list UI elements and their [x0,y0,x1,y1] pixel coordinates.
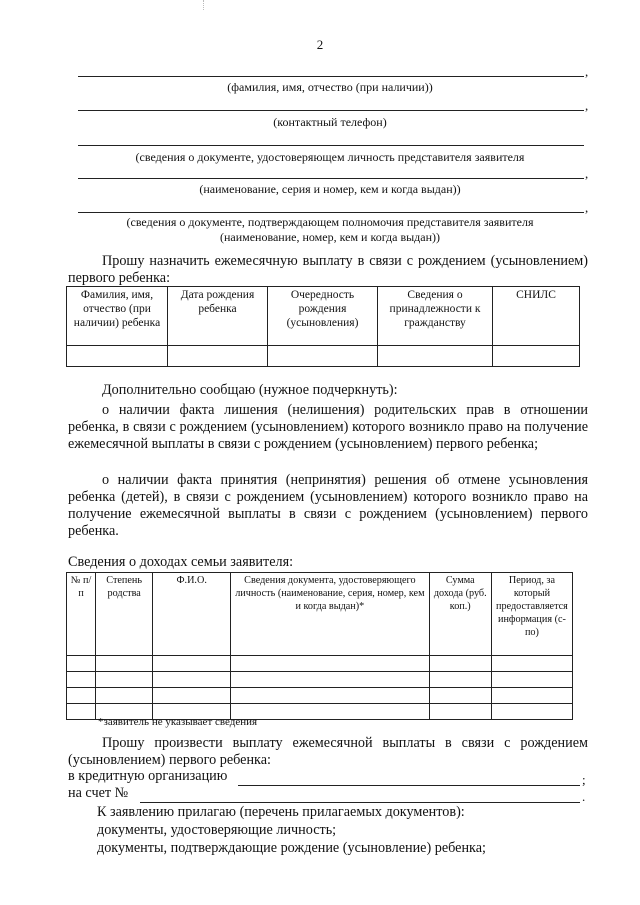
income-header-amount: Сумма дохода (руб. коп.) [429,573,491,656]
income-header-number: № п/п [67,573,96,656]
income-header-fio: Ф.И.О. [153,573,231,656]
identity-doc-details-line[interactable] [78,178,584,179]
attachment-item-1: документы, удостоверяющие личность; [97,822,337,838]
bank-label: в кредитную организацию [68,768,228,784]
request-assign-payment: Прошу назначить ежемесячную выплату в связи с рождением (усыновлением) первого ребенка: [68,253,588,286]
table-row [67,688,573,704]
income-cell[interactable] [231,656,429,672]
child-table-header-citizenship: Сведения о принадлежности к гражданству [378,287,493,346]
identity-doc-details-comma: , [585,166,589,181]
child-citizenship-cell[interactable] [378,346,493,367]
payment-request: Прошу произвести выплату ежемесячной выплаты в связи с рождением (усыновлением) первого ребенка: [68,735,588,768]
income-header-period: Период, за который предоставляется информация (с-по) [491,573,572,656]
child-table-header-row [67,287,580,346]
full-name-caption: (фамилия, имя, отчество (при наличии)) [227,80,433,94]
phone-line[interactable] [78,110,584,111]
income-cell[interactable] [231,672,429,688]
income-cell[interactable] [96,688,153,704]
identity-doc-caption: (сведения о документе, удостоверяющем личность представителя заявителя [135,150,525,164]
income-table-header-row [67,573,573,656]
authority-doc-comma: , [585,200,589,215]
authority-doc-caption: (сведения о документе, подтверждающем полномочия представителя заявителя [126,215,534,229]
child-table [66,286,580,367]
child-table-header-snils: СНИЛС [493,287,580,346]
income-cell[interactable] [491,656,572,672]
income-cell[interactable] [153,656,231,672]
identity-doc-line[interactable] [78,145,584,146]
full-name-comma: , [585,64,589,79]
page-number: 2 [316,37,324,52]
income-cell[interactable] [96,672,153,688]
additional-intro: Дополнительно сообщаю (нужное подчеркнуть): [102,382,398,398]
income-cell[interactable] [67,704,96,720]
income-cell[interactable] [153,672,231,688]
table-row [67,656,573,672]
income-cell[interactable] [67,672,96,688]
bank-suffix: ; [582,772,586,787]
phone-caption: (контактный телефон) [273,115,387,129]
income-cell[interactable] [153,688,231,704]
income-cell[interactable] [429,656,491,672]
child-birthdate-cell[interactable] [168,346,268,367]
scan-mark [203,0,205,10]
income-cell[interactable] [491,672,572,688]
income-cell[interactable] [429,672,491,688]
attachment-item-2: документы, подтверждающие рождение (усыновление) ребенка; [97,840,486,856]
child-birth-order-cell[interactable] [268,346,378,367]
child-table-header-birthdate: Дата рождения ребенка [168,287,268,346]
income-cell[interactable] [67,688,96,704]
authority-doc-line[interactable] [78,212,584,213]
income-cell[interactable] [96,656,153,672]
identity-doc-details-caption: (наименование, серия и номер, кем и когда выдан)) [199,182,461,196]
income-table [66,572,573,720]
child-table-header-birth-order: Очередность рождения (усыновления) [268,287,378,346]
income-footnote: *заявитель не указывает сведения [98,716,258,728]
income-cell[interactable] [429,688,491,704]
child-table-header-name: Фамилия, имя, отчество (при наличии) ребенка [67,287,168,346]
child-name-cell[interactable] [67,346,168,367]
account-suffix: . [582,789,586,804]
income-cell[interactable] [429,704,491,720]
income-cell[interactable] [67,656,96,672]
authority-doc-caption-2: (наименование, номер, кем и когда выдан)) [219,230,441,244]
income-cell[interactable] [491,704,572,720]
phone-comma: , [585,98,589,113]
full-name-line[interactable] [78,76,584,77]
child-snils-cell[interactable] [493,346,580,367]
attachments-intro: К заявлению прилагаю (перечень прилагаемых документов): [97,804,465,820]
table-row [67,346,580,367]
account-label: на счет № [68,785,129,801]
income-cell[interactable] [231,704,429,720]
income-cell[interactable] [231,688,429,704]
income-header-document: Сведения документа, удостоверяющего личность (наименование, серия, номер, кем и когда выдан)* [231,573,429,656]
income-cell[interactable] [491,688,572,704]
table-row [67,672,573,688]
additional-item-2[interactable]: о наличии факта принятия (непринятия) решения об отмене усыновления ребенка (детей), в связи с рождением (усыновлением) которого возникло право на получение ежемесячной выплаты в связи с рождением (усыновлением) первого ребенка. [68,472,588,539]
income-title: Сведения о доходах семьи заявителя: [68,554,294,570]
bank-input-line[interactable] [238,785,580,786]
income-header-relation: Степень родства [96,573,153,656]
account-input-line[interactable] [140,802,580,803]
additional-item-1[interactable]: о наличии факта лишения (нелишения) родительских прав в отношении ребенка, в связи с рождением (усыновлением) которого возникло право на получение ежемесячной выплаты в связи с рождением (усыновлением) первого ребенка; [68,402,588,452]
